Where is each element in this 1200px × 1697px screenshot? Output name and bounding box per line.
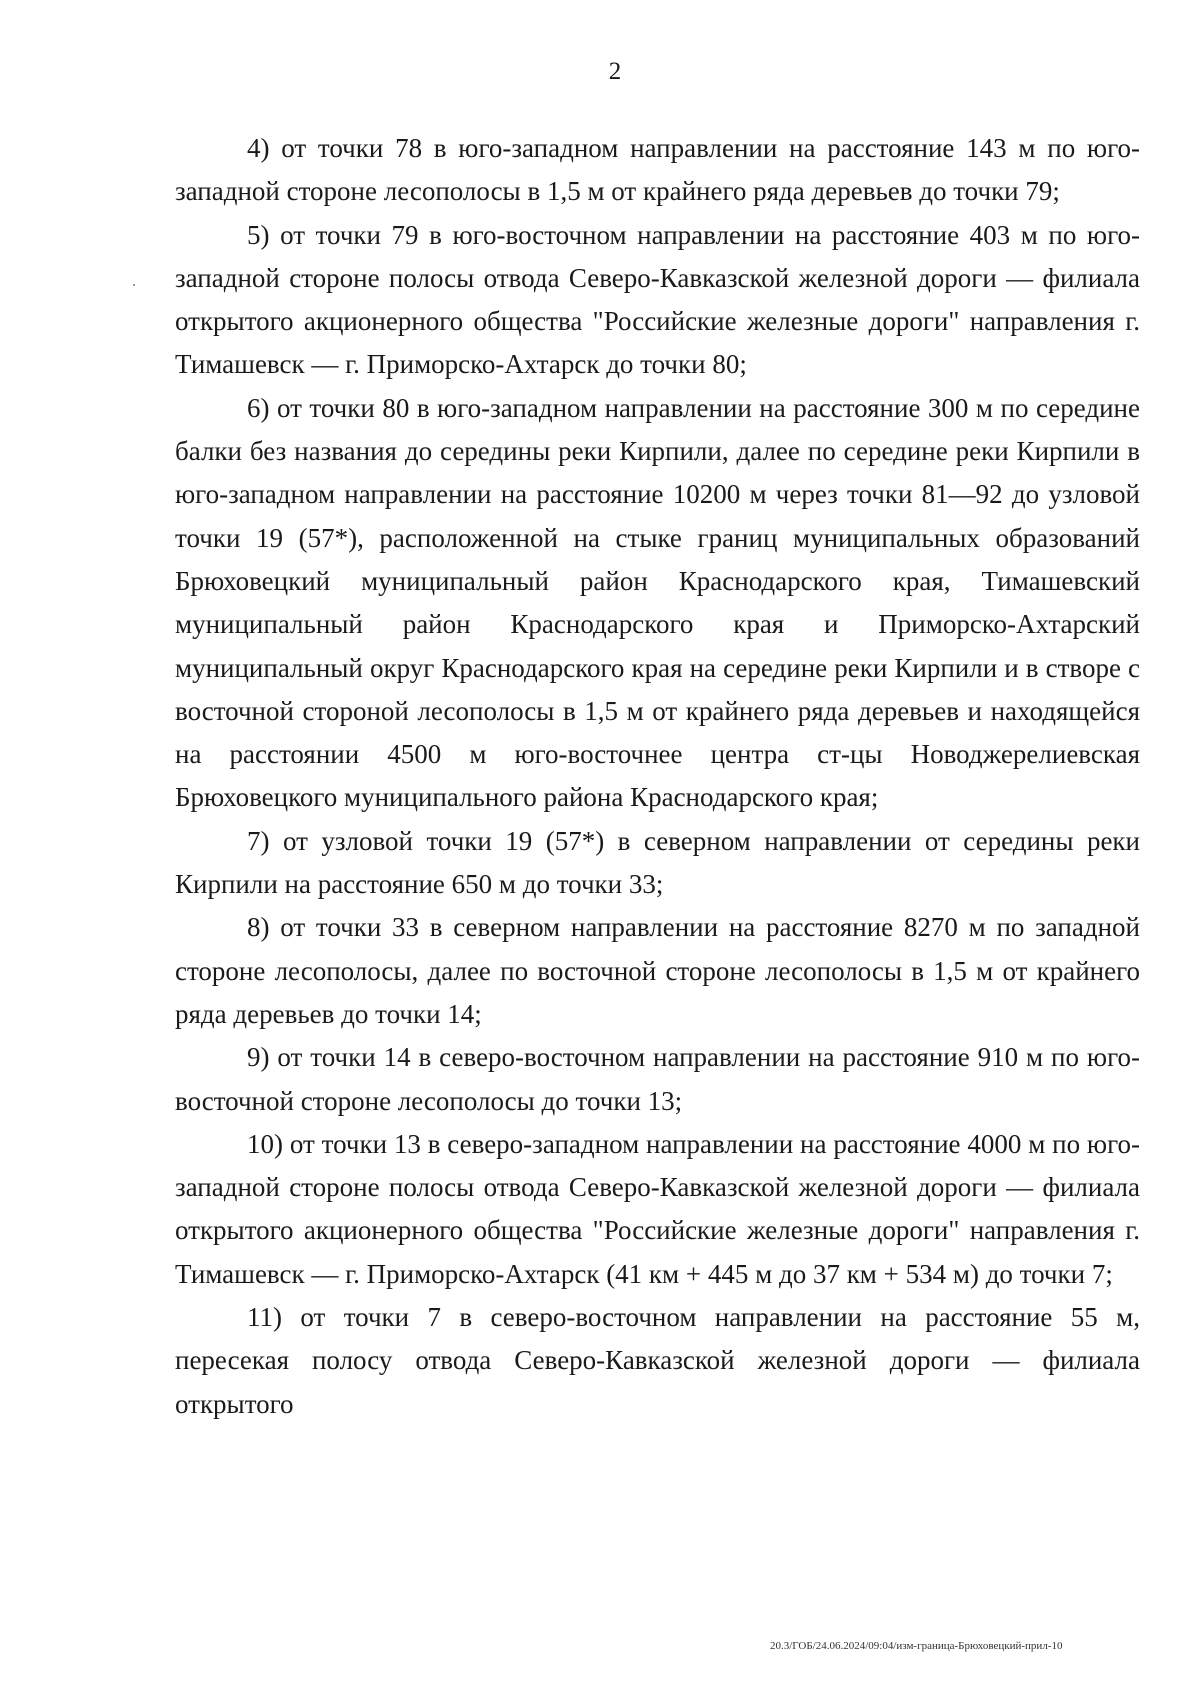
paragraph-item-6: 6) от точки 80 в юго-западном направлении на расстояние 300 м по середине балки без названия до середины реки Кирпили, далее по середине реки Кирпили в юго-западном направлении на расстояние 10200 м через точки 81—92 до узловой точки 19 (57*), расположенной на стыке границ муниципальных образований Брюховецкий муниципальный район Краснодарского края, Тимашевский муниципальный район Краснодарского края и Приморско-Ахтарский муниципальный округ Краснодарского края на середине реки Кирпили и в створе с восточной стороной лесополосы в 1,5 м от крайнего ряда деревьев и находящейся на расстоянии 4500 м юго-восточнее центра ст-цы Новоджерелиевская Брюховецкого муниципального района Краснодарского края; [175,392,1140,813]
paragraph-item-5: 5) от точки 79 в юго-восточном направлении на расстояние 403 м по юго-западной стороне полосы отвода Северо-Кавказской железной дороги — филиала открытого акционерного общества "Российские железные дороги" направления г. Тимашевск — г. Приморско-Ахтарск до точки 80; [175,219,1140,380]
document-footer-reference: 20.3/ГОБ/24.06.2024/09:04/изм-граница-Брюховецкий-прил-10 [770,1640,1063,1652]
paragraph-item-7: 7) от узловой точки 19 (57*) в северном направлении от середины реки Кирпили на расстояние 650 м до точки 33; [175,825,1140,900]
paragraph-item-10: 10) от точки 13 в северо-западном направлении на расстояние 4000 м по юго-западной стороне полосы отвода Северо-Кавказской железной дороги — филиала открытого акционерного общества "Российские железные дороги" направления г. Тимашевск — г. Приморско-Ахтарск (41 км + 445 м до 37 км + 534 м) до точки 7; [175,1128,1140,1289]
paragraph-item-8: 8) от точки 33 в северном направлении на расстояние 8270 м по западной стороне лесополосы, далее по восточной стороне лесополосы в 1,5 м от крайнего ряда деревьев до точки 14; [175,912,1140,1029]
page-number: 2 [608,58,622,85]
paragraph-item-4: 4) от точки 78 в юго-западном направлении на расстояние 143 м по юго-западной стороне лесополосы в 1,5 м от крайнего ряда деревьев до точки 79; [175,133,1140,207]
scan-speck [133,284,135,286]
paragraph-item-9: 9) от точки 14 в северо-восточном направлении на расстояние 910 м по юго-восточной стороне лесополосы до точки 13; [175,1042,1140,1116]
paragraph-item-11: 11) от точки 7 в северо-восточном направлении на расстояние 55 м, пересекая полосу отвода Северо-Кавказской железной дороги — филиала открытого [175,1302,1140,1419]
document-body [175,127,1140,1426]
